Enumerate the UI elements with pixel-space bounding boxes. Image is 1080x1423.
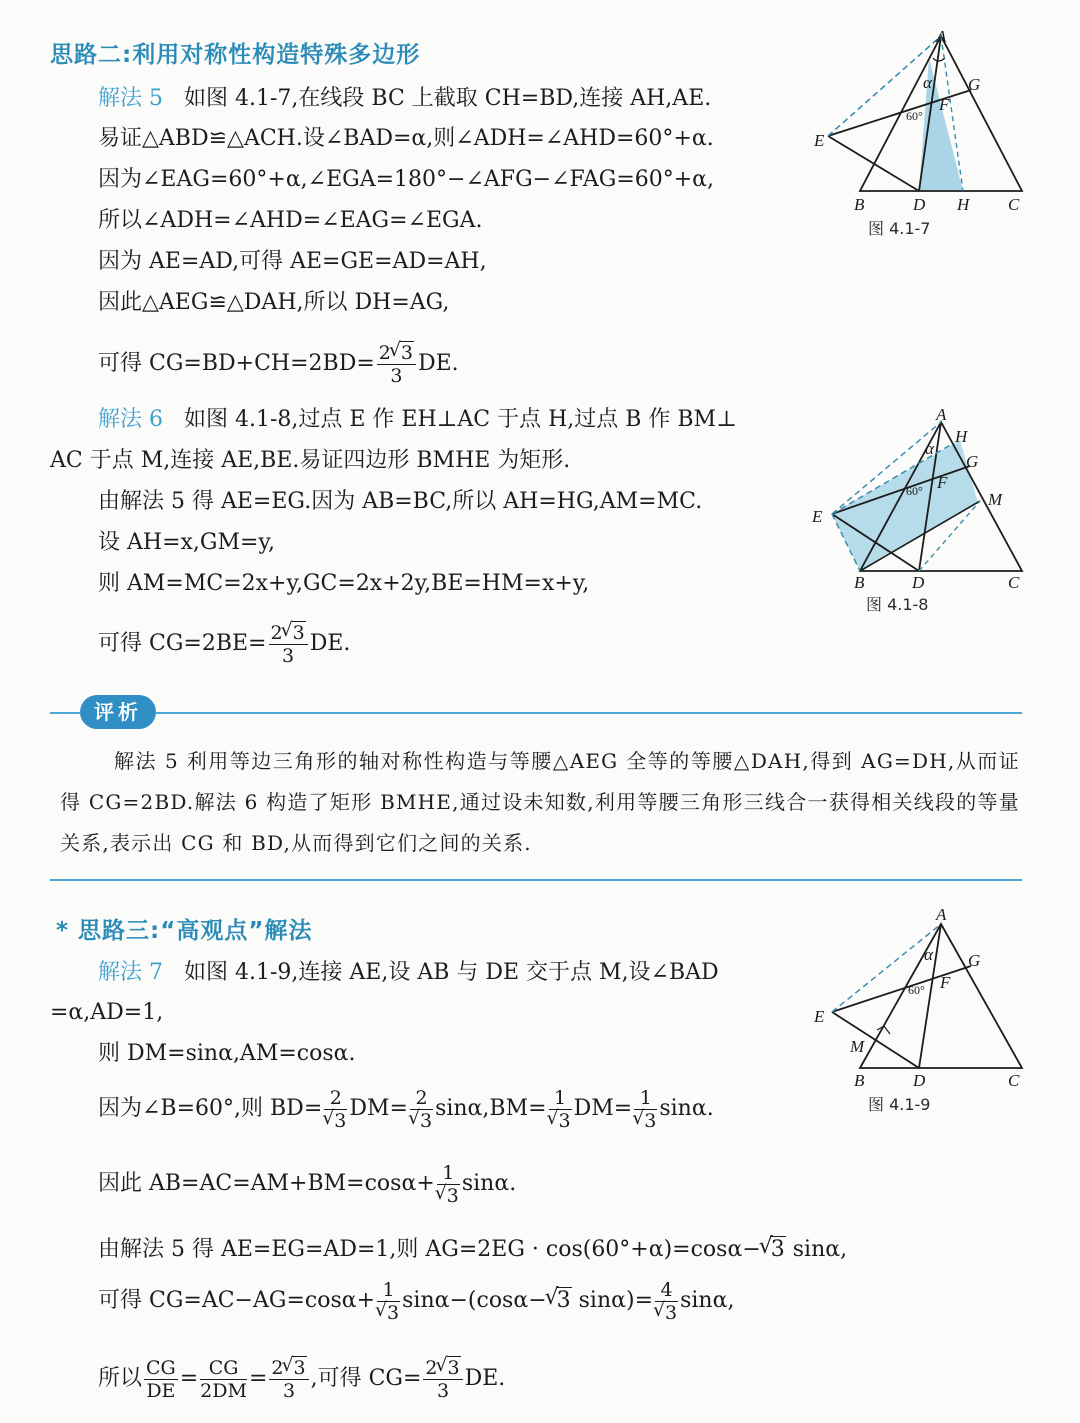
label: A: [936, 405, 947, 424]
commentary-rule-top-right: [156, 712, 1022, 714]
fraction: 2 √ 3: [324, 1087, 347, 1132]
sol6-line-1: 解法 6 如图 4.1-8,过点 E 作 EH⊥AC 于点 H,过点 B 作 BM⊥: [98, 407, 737, 432]
sol6-line-2: AC 于点 M,连接 AE,BE.易证四边形 BMHE 为矩形.: [50, 448, 571, 473]
section-heading-2: 思路二:利用对称性构造特殊多边形: [50, 42, 421, 68]
label: 60°: [906, 484, 923, 498]
label: M: [988, 490, 1003, 509]
label: C: [1008, 195, 1020, 213]
label: D: [913, 1071, 926, 1090]
label: F: [940, 973, 951, 992]
sol6-line-3: 由解法 5 得 AE=EG.因为 AB=BC,所以 AH=HG,AM=MC.: [98, 489, 703, 514]
figure-caption-4-1-7: 图 4.1-7: [868, 219, 931, 238]
label: B: [854, 1071, 865, 1090]
sol5-line-4: 所以∠ADH=∠AHD=∠EAG=∠EGA.: [98, 208, 483, 233]
label: A: [936, 905, 947, 924]
fraction: $\frac{2√ 3}{3}$: [377, 342, 416, 387]
label: C: [1008, 573, 1020, 589]
label: D: [912, 573, 925, 589]
sol7-line-1: 解法 7 如图 4.1-9,连接 AE,设 AB 与 DE 交于点 M,设∠BAD: [98, 960, 719, 985]
fraction: 2 √ 3: [410, 1087, 433, 1132]
label: G: [968, 951, 981, 970]
fraction: $\frac{2√ 3}{3}$: [269, 622, 308, 667]
commentary-text: 解法 5 利用等边三角形的轴对称性构造与等腰△AEG 全等的等腰△DAH,得到 AG=DH,从而证得 CG=2BD.解法 6 构造了矩形 BMHE,通过设未知数,利用等腰三角形三线合一获得相关线段的等量关系,表示出 CG 和 BD,从而得到它们之间的关系.: [60, 749, 1020, 855]
fraction: 1 √ 3: [549, 1087, 572, 1132]
sol5-line-1: 解法 5 如图 4.1-7,在线段 BC 上截取 CH=BD,连接 AH,AE.: [98, 86, 712, 111]
label: 60°: [906, 109, 923, 123]
label: H: [955, 427, 968, 446]
label: E: [812, 507, 823, 526]
sol5-line-6: 因此△AEG≌△DAH,所以 DH=AG,: [98, 290, 450, 315]
sol5-label: 解法 5: [98, 86, 163, 111]
label: B: [854, 573, 865, 589]
fraction: $\frac{2√ 3}{3}$: [269, 1357, 308, 1402]
sol5-line-3: 因为∠EAG=60°+α,∠EGA=180°−∠AFG−∠FAG=60°+α,: [98, 167, 715, 192]
section-heading-3: * 思路三:“高观点”解法: [56, 918, 313, 944]
label: G: [966, 452, 979, 471]
fraction: $\frac{CG}{DE}$: [146, 1356, 176, 1402]
figure-caption-4-1-9: 图 4.1-9: [868, 1095, 931, 1114]
label: C: [1008, 1071, 1020, 1090]
label: G: [968, 75, 981, 94]
figure-caption-4-1-8: 图 4.1-8: [866, 595, 929, 614]
figure-4-1-7: [806, 28, 1036, 213]
label: H: [957, 195, 970, 213]
sol6-line-4: 设 AH=x,GM=y,: [98, 530, 275, 555]
figure-4-1-8: [806, 404, 1036, 589]
commentary-badge: 评析: [80, 695, 156, 729]
commentary-rule-top: [50, 712, 80, 714]
sol6-line-6: 可得 CG=2BE= $\frac{2√ 3}{3}$ DE.: [98, 620, 350, 668]
sol7-line-6: 由解法 5 得 AE=EG=AD=1,则 AG=2EG · cos(60°+α)=cosα−√ 3 sinα,: [98, 1235, 847, 1265]
sol7-line-2: =α,AD=1,: [50, 1000, 164, 1025]
label: α: [925, 439, 934, 458]
label: F: [939, 95, 950, 114]
sol5-line-2: 易证△ABD≌△ACH.设∠BAD=α,则∠ADH=∠AHD=60°+α.: [98, 126, 714, 151]
figure-4-1-9: [806, 904, 1036, 1092]
label: A: [936, 28, 947, 46]
label: B: [854, 195, 865, 213]
sol7-line-3: 则 DM=sinα,AM=cosα.: [98, 1041, 356, 1066]
commentary-rule-bottom: [50, 879, 1022, 881]
fraction: 4 √ 3: [655, 1279, 678, 1324]
fraction: 1 √ 3: [437, 1162, 460, 1207]
label: F: [937, 473, 948, 492]
sol7-line-4: 因为∠B=60°,则 BD= 2 √ 3 DM= 2 √ 3 sinα,BM= 1 √ 3 DM= 1 √ 3 sinα.: [98, 1085, 714, 1133]
sol7-line-7: 可得 CG=AC−AG=cosα+ 1 √ 3 sinα−(cosα−√ 3 sinα)= 4 √ 3 sinα,: [98, 1277, 734, 1325]
sol5-line-5: 因为 AE=AD,可得 AE=GE=AD=AH,: [98, 249, 487, 274]
fraction: $\frac{CG}{2DM}$: [200, 1356, 247, 1402]
label: E: [814, 131, 825, 150]
sol7-label: 解法 7: [98, 960, 163, 985]
label: α: [923, 73, 932, 92]
label: E: [814, 1007, 825, 1026]
sol7-line-8: 所以 $\frac{CG}{DE}$ = $\frac{CG}{2DM}$ = $\frac{2√ 3}{3}$ ,可得 CG= $\frac{2√ 3}{3}$ DE.: [98, 1355, 505, 1403]
fraction: $\frac{2√ 3}{3}$: [423, 1357, 462, 1402]
label: M: [850, 1037, 865, 1056]
fraction: 1 √ 3: [377, 1279, 400, 1324]
label: 60°: [908, 983, 925, 997]
sol6-line-5: 则 AM=MC=2x+y,GC=2x+2y,BE=HM=x+y,: [98, 571, 590, 596]
label: D: [913, 195, 926, 213]
sol5-line-7: 可得 CG=BD+CH=2BD= $\frac{2√ 3}{3}$ DE.: [98, 340, 459, 388]
label: α: [924, 945, 933, 964]
sol7-line-5: 因此 AB=AC=AM+BM=cosα+ 1 √ 3 sinα.: [98, 1160, 516, 1208]
sol6-label: 解法 6: [98, 407, 163, 432]
fraction: 1 √ 3: [634, 1087, 657, 1132]
